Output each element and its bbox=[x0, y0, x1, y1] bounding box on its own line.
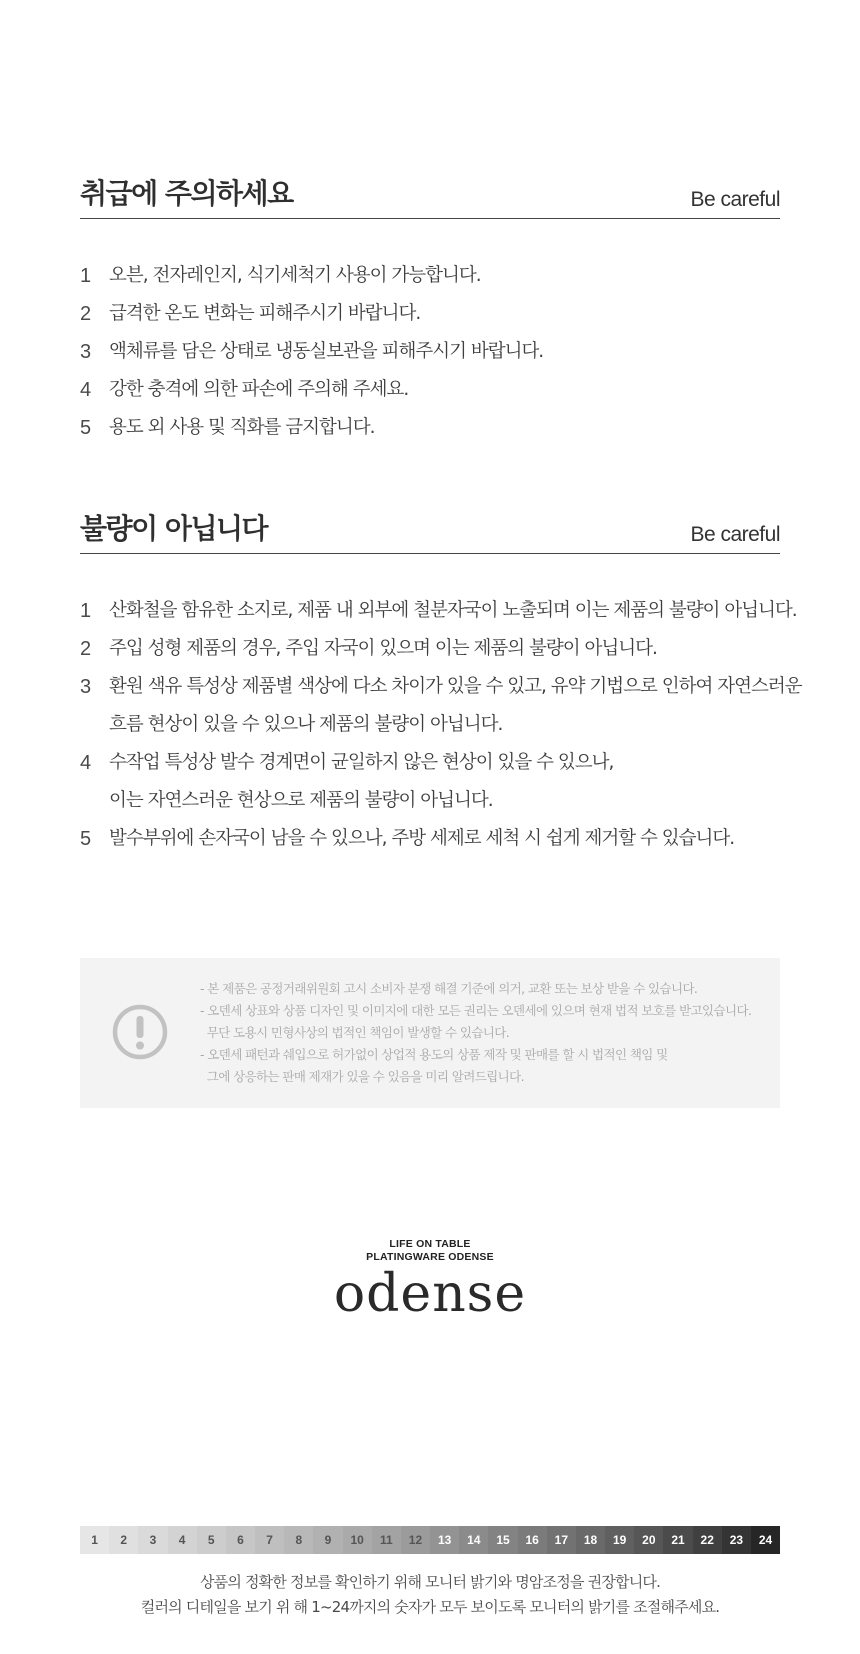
brightness-level-cell: 17 bbox=[547, 1526, 576, 1554]
care-section-header bbox=[80, 174, 780, 219]
logo-wordmark: odense bbox=[333, 1264, 527, 1324]
notice-line: - 본 제품은 공정거래위원회 고시 소비자 분쟁 해결 기준에 의거, 교환 또는 보상 받을 수 있습니다. bbox=[200, 981, 698, 996]
care-item-number: 5 bbox=[80, 417, 91, 439]
not-defect-item-text: 산화철을 함유한 소지로, 제품 내 외부에 철분자국이 노출되며 이는 제품의 불량이 아닙니다. bbox=[109, 600, 797, 621]
care-item-number: 1 bbox=[80, 265, 91, 287]
legal-notice-box bbox=[80, 958, 780, 1108]
logo-tagline-2: PLATINGWARE ODENSE bbox=[366, 1251, 494, 1263]
logo-tagline-1: LIFE ON TABLE bbox=[389, 1238, 471, 1250]
brightness-level-cell: 15 bbox=[488, 1526, 517, 1554]
not-defect-item bbox=[80, 820, 780, 858]
notice-line: 무단 도용시 민형사상의 법적인 책임이 발생할 수 있습니다. bbox=[200, 1025, 510, 1040]
notice-line: 그에 상응하는 판매 제재가 있을 수 있음을 미리 알려드립니다. bbox=[200, 1069, 524, 1084]
brightness-level-cell: 22 bbox=[693, 1526, 722, 1554]
not-defect-section-title: 불량이 아닙니다 bbox=[80, 512, 268, 545]
care-section bbox=[80, 174, 780, 447]
care-list bbox=[80, 257, 780, 447]
not-defect-item-number bbox=[80, 706, 109, 744]
not-defect-item bbox=[80, 744, 780, 782]
not-defect-item bbox=[80, 592, 797, 630]
not-defect-section-subtitle: Be careful bbox=[690, 523, 780, 546]
care-item bbox=[80, 257, 780, 295]
not-defect-list bbox=[80, 592, 802, 858]
brightness-level-cell: 8 bbox=[284, 1526, 313, 1554]
brightness-level-cell: 13 bbox=[430, 1526, 459, 1554]
brightness-level-cell: 7 bbox=[255, 1526, 284, 1554]
brightness-level-cell: 14 bbox=[459, 1526, 488, 1554]
not-defect-section-header bbox=[80, 509, 780, 554]
brightness-level-cell: 16 bbox=[518, 1526, 547, 1554]
care-item-text: 액체류를 담은 상태로 냉동실보관을 피해주시기 바랍니다. bbox=[109, 341, 544, 362]
brightness-level-cell: 20 bbox=[634, 1526, 663, 1554]
brightness-level-cell: 4 bbox=[168, 1526, 197, 1554]
care-item-number: 2 bbox=[80, 303, 91, 325]
brightness-level-cell: 19 bbox=[605, 1526, 634, 1554]
footer-line-2: 컬러의 디테일을 보기 위 해 1~24까지의 숫자가 모두 보이도록 모니터의 밝기를 조절해주세요. bbox=[140, 1598, 720, 1616]
care-item-number: 4 bbox=[80, 379, 91, 401]
not-defect-item-number: 3 bbox=[80, 676, 91, 698]
brightness-scale bbox=[80, 1526, 780, 1554]
not-defect-item-number: 5 bbox=[80, 828, 91, 850]
care-item bbox=[80, 295, 780, 333]
care-item-text: 급격한 온도 변화는 피해주시기 바랍니다. bbox=[109, 303, 421, 324]
not-defect-item-text: 주입 성형 제품의 경우, 주입 자국이 있으며 이는 제품의 불량이 아닙니다. bbox=[109, 638, 657, 659]
not-defect-item bbox=[80, 782, 780, 820]
brightness-level-cell: 21 bbox=[663, 1526, 692, 1554]
care-item-number: 3 bbox=[80, 341, 91, 363]
brightness-level-cell: 10 bbox=[343, 1526, 372, 1554]
exclamation-circle-icon bbox=[112, 1004, 168, 1060]
not-defect-item-text: 이는 자연스러운 현상으로 제품의 불량이 아닙니다. bbox=[109, 790, 493, 811]
care-item-text: 오븐, 전자레인지, 식기세척기 사용이 가능합니다. bbox=[109, 265, 481, 286]
not-defect-item-number: 1 bbox=[80, 600, 91, 622]
notice-line: - 오덴세 패턴과 쉐입으로 허가없이 상업적 용도의 상품 제작 및 판매를 할 시 법적인 책임 및 bbox=[200, 1047, 668, 1062]
brightness-level-cell: 24 bbox=[751, 1526, 780, 1554]
notice-line: - 오덴세 상표와 상품 디자인 및 이미지에 대한 모든 권리는 오덴세에 있으며 현재 법적 보호를 받고있습니다. bbox=[200, 1003, 752, 1018]
brightness-level-cell: 5 bbox=[197, 1526, 226, 1554]
not-defect-item-number: 4 bbox=[80, 752, 91, 774]
not-defect-item-number: 2 bbox=[80, 638, 91, 660]
care-section-subtitle: Be careful bbox=[690, 188, 780, 211]
brightness-level-cell: 9 bbox=[313, 1526, 342, 1554]
not-defect-item bbox=[80, 630, 780, 668]
brightness-level-cell: 11 bbox=[372, 1526, 401, 1554]
not-defect-item-text: 발수부위에 손자국이 남을 수 있으나, 주방 세제로 세척 시 쉽게 제거할 수 있습니다. bbox=[109, 828, 735, 849]
care-item bbox=[80, 409, 780, 447]
brightness-level-cell: 12 bbox=[401, 1526, 430, 1554]
footer-line-1: 상품의 정확한 정보를 확인하기 위해 모니터 밝기와 명암조정을 권장합니다. bbox=[199, 1573, 661, 1591]
brightness-level-cell: 1 bbox=[80, 1526, 109, 1554]
brightness-level-cell: 3 bbox=[138, 1526, 167, 1554]
not-defect-item-text: 환원 색유 특성상 제품별 색상에 다소 차이가 있을 수 있고, 유약 기법으로 인하여 자연스러운 bbox=[109, 676, 802, 697]
care-item bbox=[80, 371, 780, 409]
care-item-text: 용도 외 사용 및 직화를 금지합니다. bbox=[109, 417, 375, 438]
brightness-level-cell: 2 bbox=[109, 1526, 138, 1554]
footer-note bbox=[0, 1570, 860, 1620]
brightness-level-cell: 6 bbox=[226, 1526, 255, 1554]
brightness-level-cell: 18 bbox=[576, 1526, 605, 1554]
care-item bbox=[80, 333, 780, 371]
not-defect-item-number bbox=[80, 782, 109, 820]
not-defect-item bbox=[80, 668, 802, 706]
not-defect-section bbox=[80, 509, 802, 858]
care-section-title: 취급에 주의하세요 bbox=[80, 177, 293, 210]
not-defect-item-text: 수작업 특성상 발수 경계면이 균일하지 않은 현상이 있을 수 있으나, bbox=[109, 752, 614, 773]
brand-logo bbox=[0, 1238, 860, 1324]
not-defect-item bbox=[80, 706, 780, 744]
care-item-text: 강한 충격에 의한 파손에 주의해 주세요. bbox=[109, 379, 409, 400]
legal-notice-text bbox=[200, 978, 751, 1088]
not-defect-item-text: 흐름 현상이 있을 수 있으나 제품의 불량이 아닙니다. bbox=[109, 714, 503, 735]
brightness-level-cell: 23 bbox=[722, 1526, 751, 1554]
